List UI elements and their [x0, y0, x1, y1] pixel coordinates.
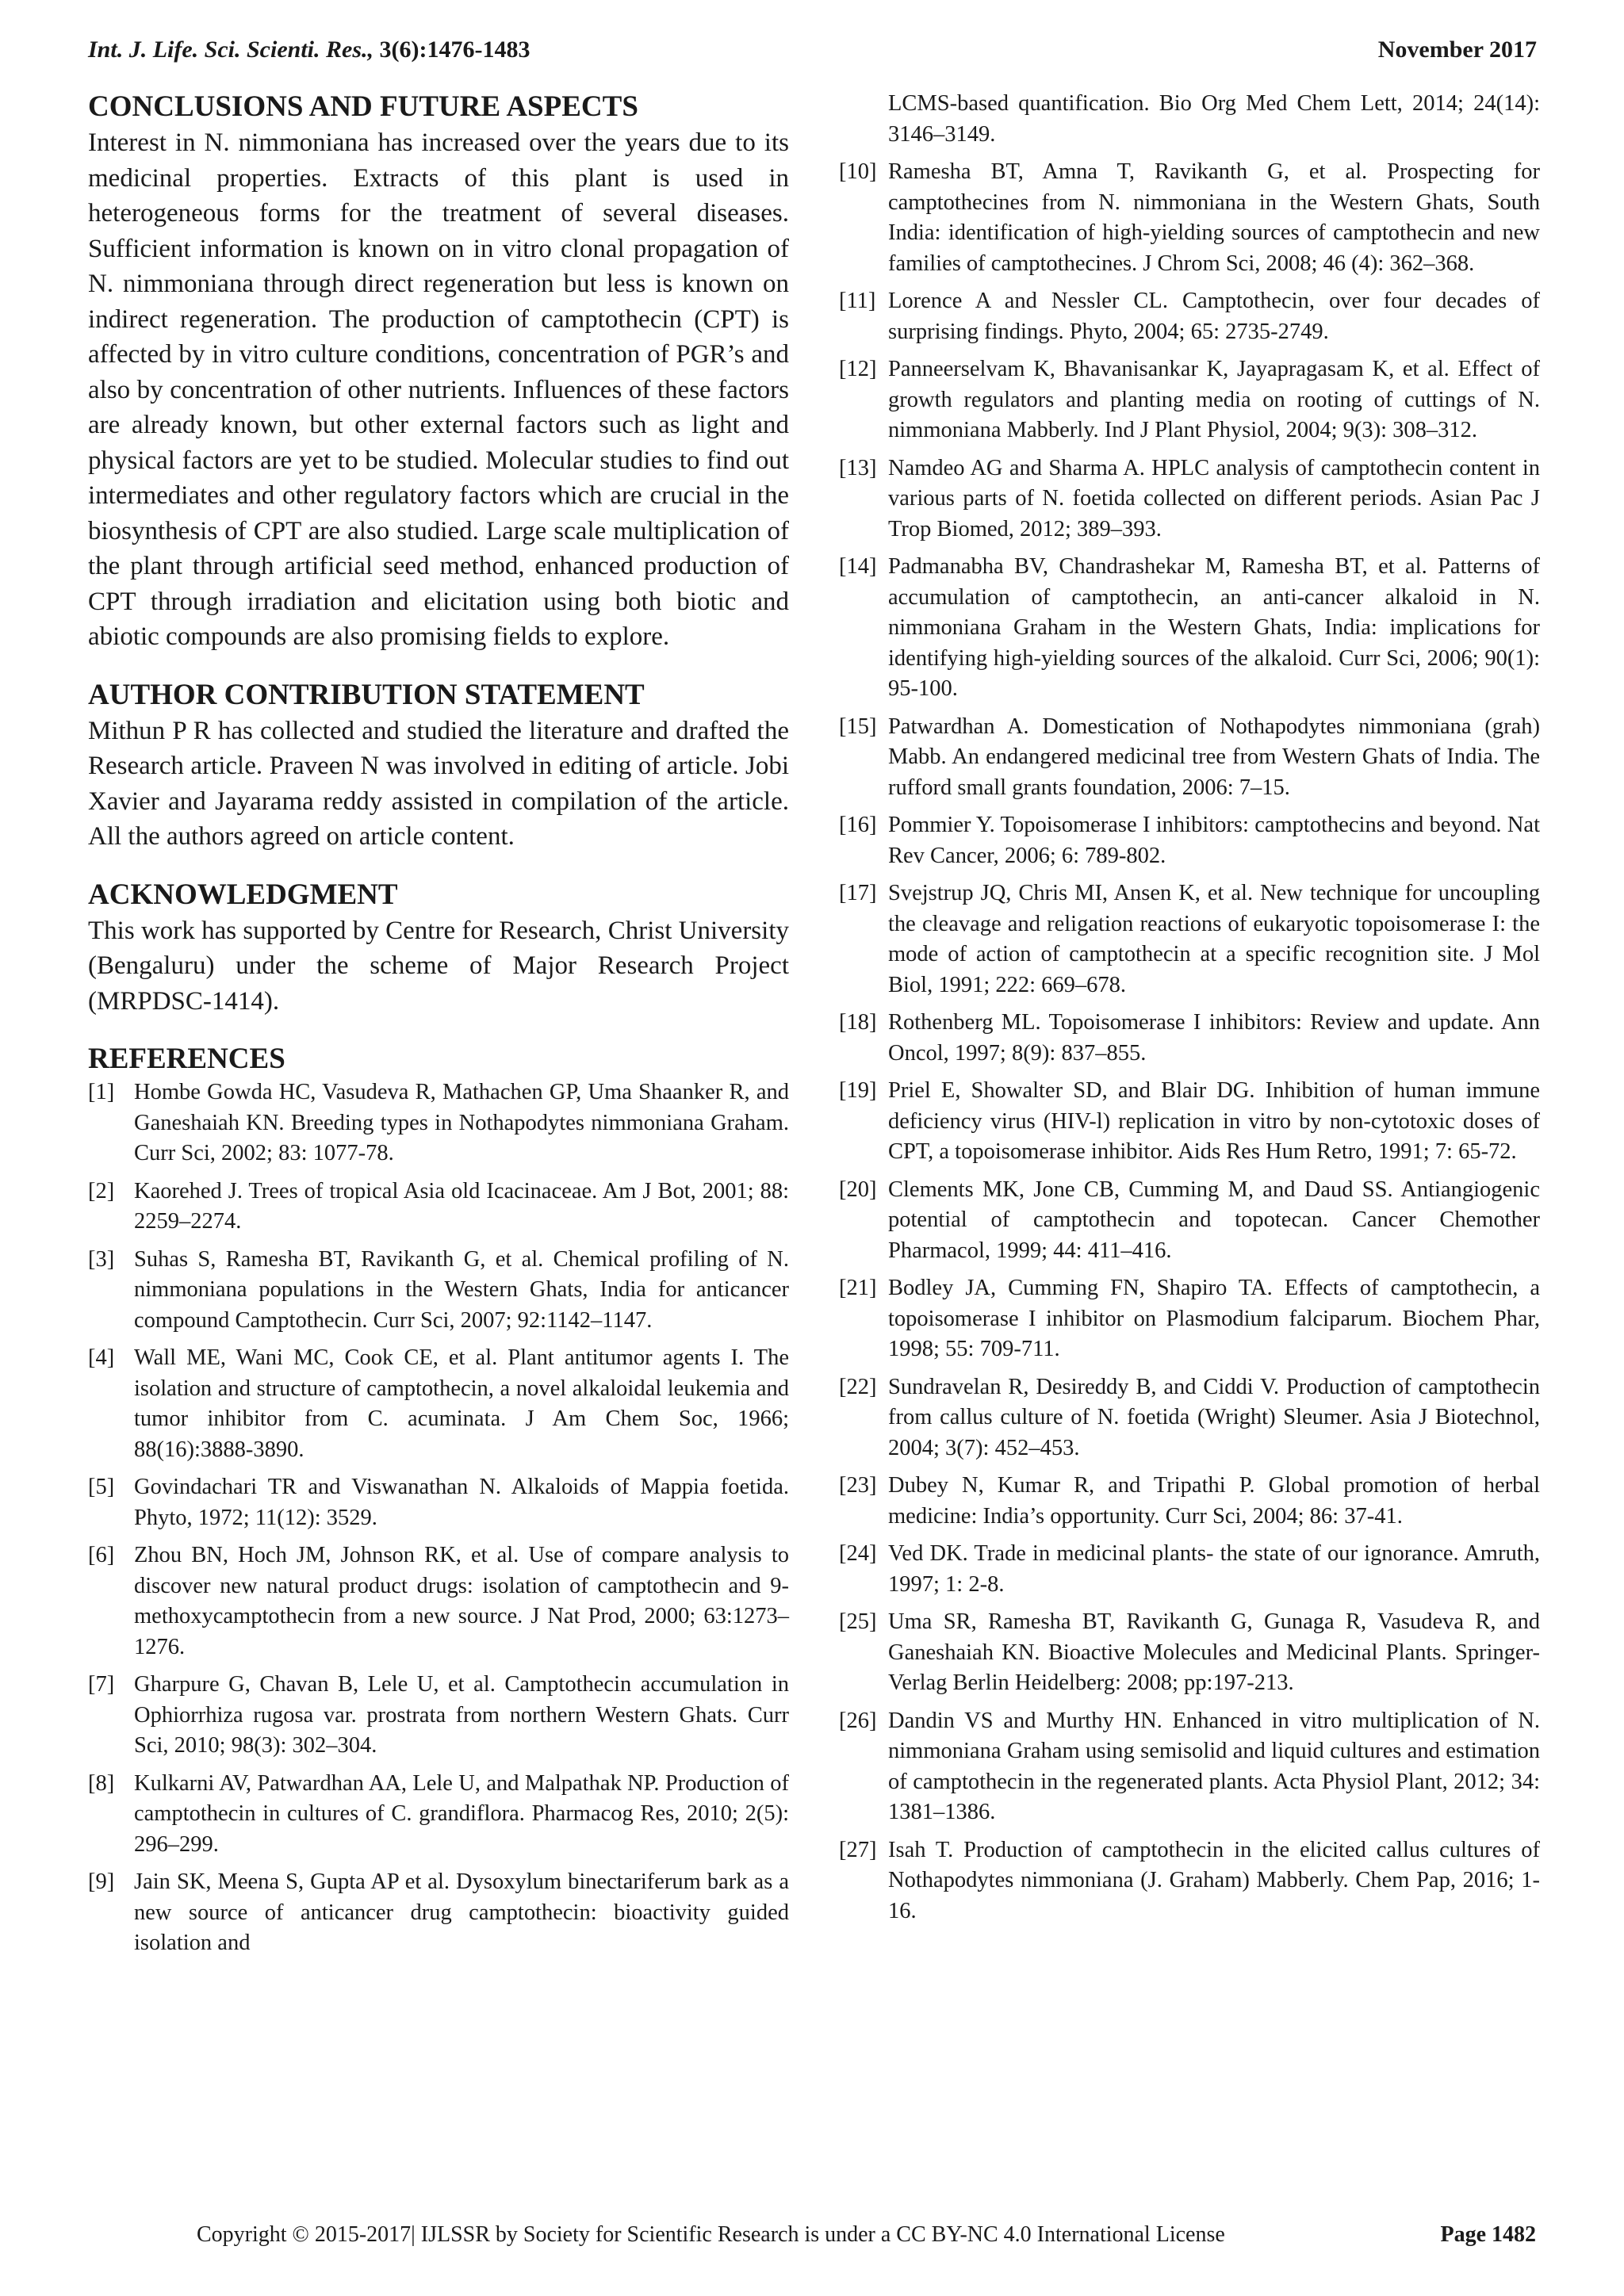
- reference-number: [11]: [839, 289, 876, 313]
- conclusions-heading: CONCLUSIONS AND FUTURE ASPECTS: [88, 90, 638, 123]
- reference-item: [839, 1471, 1540, 1532]
- reference-number: [15]: [839, 714, 877, 739]
- reference-text: Kulkarni AV, Patwardhan AA, Lele U, and Malpathak NP. Production of camptothecin in cultures of C. grandiflora. Pharmacog Res, 2010; 2(5): 296–299.: [134, 1770, 789, 1857]
- reference-text: Ramesha BT, Amna T, Ravikanth G, et al. Prospecting for camptothecines from N. nimmoniana in the Western Ghats, South India: identification of high-yielding sources of camptothecin and new families of camptothecines. J Chrom Sci, 2008; 46 (4): 362–368.: [888, 159, 1540, 276]
- reference-text: Uma SR, Ramesha BT, Ravikanth G, Gunaga R, Vasudeva R, and Ganeshaiah KN. Bioactive Molecules and Medicinal Plants. Springer-Verlag Berlin Heidelberg: 2008; pp:197-213.: [888, 1609, 1540, 1695]
- reference-text: Sundravelan R, Desireddy B, and Ciddi V. Production of camptothecin from callus culture of N. foetida (Wright) Sleumer. Asia J Biotechnol, 2004; 3(7): 452–453.: [888, 1374, 1540, 1460]
- author-contribution-heading: AUTHOR CONTRIBUTION STATEMENT: [88, 678, 645, 711]
- reference-text: Lorence A and Nessler CL. Camptothecin, over four decades of surprising findings. Phyto, 2004; 65: 2735-2749.: [888, 289, 1540, 344]
- journal-citation: [88, 36, 530, 63]
- reference-item: [88, 1769, 789, 1861]
- reference-number: [27]: [839, 1837, 877, 1862]
- reference-item: [839, 878, 1540, 1001]
- reference-text: LCMS-based quantification. Bio Org Med Chem Lett, 2014; 24(14): 3146–3149.: [888, 91, 1540, 147]
- conclusions-text: Interest in N. nimmoniana has increased over the years due to its medicinal properties. Extracts of this plant is used in heterogeneous forms for the treatment of several diseases. Sufficient information is known on in vitro clonal propagation of N. nimmoniana through direct regeneration but less is known on indirect regeneration. The production of camptothecin (CPT) is affected by in vitro culture conditions, concentration of PGR’s and also by concentration of other nutrients. Influences of these factors are already known, but other external factors such as light and physical factors are yet to be studied. Molecular studies to find out intermediates and other regulatory factors which are crucial in the biosynthesis of CPT are also studied. Large scale multiplication of the plant through artificial seed method, enhanced production of CPT through irradiation and elicitation using both biotic and abiotic compounds are also promising fields to explore.: [88, 128, 789, 651]
- reference-item: [839, 810, 1540, 871]
- reference-item: [839, 453, 1540, 545]
- reference-text: Govindachari TR and Viswanathan N. Alkaloids of Mappia foetida. Phyto, 1972; 11(12): 3529.: [134, 1475, 789, 1530]
- reference-number: [1]: [88, 1080, 115, 1104]
- reference-number: [4]: [88, 1345, 115, 1370]
- reference-number: [10]: [839, 159, 877, 184]
- reference-item: [839, 1539, 1540, 1600]
- reference-item: [88, 1670, 789, 1762]
- reference-number: [14]: [839, 554, 877, 579]
- reference-number: [21]: [839, 1276, 877, 1300]
- reference-text: Panneerselvam K, Bhavanisankar K, Jayapragasam K, et al. Effect of growth regulators and planting media on rooting of cuttings of N. nimmoniana Mabberly. Ind J Plant Physiol, 2004; 9(3): 308–312.: [888, 357, 1540, 442]
- reference-text: Gharpure G, Chavan B, Lele U, et al. Camptothecin accumulation in Ophiorrhiza rugosa var. prostrata from northern Western Ghats. Curr Sci, 2010; 98(3): 302–304.: [134, 1672, 789, 1758]
- reference-text: Isah T. Production of camptothecin in the elicited callus cultures of Nothapodytes nimmoniana (J. Graham) Mabberly. Chem Pap, 2016; 1-16.: [888, 1837, 1540, 1923]
- reference-continuation: [839, 89, 1540, 150]
- reference-number: [22]: [839, 1374, 877, 1399]
- reference-item: [839, 286, 1540, 347]
- reference-number: [2]: [88, 1178, 115, 1203]
- reference-text: Ved DK. Trade in medicinal plants- the state of our ignorance. Amruth, 1997; 1: 2-8.: [888, 1541, 1540, 1597]
- reference-number: [18]: [839, 1010, 877, 1035]
- acknowledgment-heading: ACKNOWLEDGMENT: [88, 878, 398, 911]
- reference-number: [19]: [839, 1078, 877, 1103]
- reference-item: [839, 552, 1540, 705]
- acknowledgment-text: This work has supported by Centre for Research, Christ University (Bengaluru) under the scheme of Major Research Project (MRPDSC-1414).: [88, 916, 789, 1016]
- reference-text: Padmanabha BV, Chandrashekar M, Ramesha BT, et al. Patterns of accumulation of camptothecin, an anti-cancer alkaloid in N. nimmoniana Graham in the Western Ghats, India: implications for identifying high-yielding sources of the alkaloid. Curr Sci, 2006; 90(1): 95-100.: [888, 554, 1540, 701]
- issue-date: November 2017: [1377, 36, 1537, 63]
- reference-number: [7]: [88, 1672, 115, 1697]
- reference-text: Priel E, Showalter SD, and Blair DG. Inhibition of human immune deficiency virus (HIV-l) replication in vitro by non-cytotoxic doses of CPT, a topoisomerase inhibitor. Aids Res Hum Retro, 1991; 7: 65-72.: [888, 1078, 1540, 1164]
- reference-number: [16]: [839, 813, 877, 837]
- reference-text: Dandin VS and Murthy HN. Enhanced in vitro multiplication of N. nimmoniana Graham using semisolid and liquid cultures and estimation of camptothecin in the regenerated plants. Acta Physiol Plant, 2012; 34: 1381–1386.: [888, 1708, 1540, 1824]
- reference-text: Pommier Y. Topoisomerase I inhibitors: camptothecins and beyond. Nat Rev Cancer, 2006; 6: 789-802.: [888, 813, 1540, 868]
- reference-number: [23]: [839, 1473, 877, 1498]
- reference-item: [839, 1076, 1540, 1168]
- reference-number: [20]: [839, 1177, 877, 1202]
- reference-number: [17]: [839, 881, 877, 905]
- reference-number: [13]: [839, 455, 877, 480]
- reference-text: Dubey N, Kumar R, and Tripathi P. Global promotion of herbal medicine: India’s opportunity. Curr Sci, 2004; 86: 37-41.: [888, 1473, 1540, 1529]
- left-column: [88, 89, 789, 1966]
- reference-item: [839, 354, 1540, 446]
- reference-item: [88, 1867, 789, 1959]
- reference-text: Namdeo AG and Sharma A. HPLC analysis of camptothecin content in various parts of N. foetida collected on different periods. Asian Pac J Trop Biomed, 2012; 389–393.: [888, 455, 1540, 541]
- copyright-notice: Copyright © 2015-2017| IJLSSR by Society for Scientific Research is under a CC BY-NC 4.0 International License: [197, 2222, 1225, 2247]
- right-column: [839, 89, 1540, 1934]
- page-header: [88, 36, 1537, 71]
- reference-item: [839, 1835, 1540, 1927]
- reference-text: Zhou BN, Hoch JM, Johnson RK, et al. Use of compare analysis to discover new natural product drugs: isolation of camptothecin and 9-methoxycamptothecin from a new source. J Nat Prod, 2000; 63:1273–1276.: [134, 1543, 789, 1659]
- reference-item: [839, 1372, 1540, 1464]
- reference-item: [88, 1343, 789, 1465]
- page-number: Page 1482: [1440, 2222, 1536, 2247]
- reference-item: [88, 1472, 789, 1533]
- reference-item: [839, 1008, 1540, 1069]
- journal-volume: 3(6):1476-1483: [373, 36, 530, 63]
- reference-item: [88, 1077, 789, 1169]
- reference-item: [88, 1177, 789, 1238]
- reference-text: Wall ME, Wani MC, Cook CE, et al. Plant antitumor agents I. The isolation and structure of camptothecin, a novel alkaloidal leukemia and tumor inhibitor from C. acuminata. J Am Chem Soc, 1966; 88(16):3888-3890.: [134, 1345, 789, 1462]
- reference-item: [839, 1607, 1540, 1699]
- reference-number: [25]: [839, 1609, 877, 1634]
- reference-text: Jain SK, Meena S, Gupta AP et al. Dysoxylum binectariferum bark as a new source of anticancer drug camptothecin: bioactivity guided isolation and: [134, 1869, 789, 1955]
- reference-number: [6]: [88, 1543, 115, 1567]
- reference-item: [839, 712, 1540, 804]
- reference-number: [8]: [88, 1770, 115, 1796]
- author-contribution-text: Mithun P R has collected and studied the literature and drafted the Research article. Praveen N was involved in editing of article. Jobi Xavier and Jayarama reddy assisted in compilation of the article. All the authors agreed on article content.: [88, 716, 789, 851]
- reference-number: [3]: [88, 1246, 115, 1272]
- reference-number: [9]: [88, 1869, 115, 1894]
- reference-number: [5]: [88, 1475, 115, 1499]
- reference-item: [88, 1245, 789, 1337]
- reference-item: [839, 1175, 1540, 1267]
- reference-text: Hombe Gowda HC, Vasudeva R, Mathachen GP, Uma Shaanker R, and Ganeshaiah KN. Breeding types in Nothapodytes nimmoniana Graham. Curr Sci, 2002; 83: 1077-78.: [134, 1080, 789, 1165]
- references-heading: REFERENCES: [88, 1043, 285, 1075]
- reference-item: [839, 157, 1540, 279]
- page-footer: [0, 2222, 1624, 2254]
- reference-item: [839, 1273, 1540, 1365]
- reference-text: Svejstrup JQ, Chris MI, Ansen K, et al. New technique for uncoupling the cleavage and religation reactions of eukaryotic topoisomerase I: the mode of action of camptothecin at a specific recognition site. J Mol Biol, 1991; 222: 669–678.: [888, 881, 1540, 997]
- reference-number: [24]: [839, 1541, 877, 1566]
- reference-text: Rothenberg ML. Topoisomerase I inhibitors: Review and update. Ann Oncol, 1997; 8(9): 837–855.: [888, 1010, 1540, 1066]
- reference-number: [26]: [839, 1708, 877, 1733]
- reference-text: Kaorehed J. Trees of tropical Asia old Icacinaceae. Am J Bot, 2001; 88: 2259–2274.: [134, 1178, 789, 1234]
- reference-item: [88, 1540, 789, 1663]
- reference-text: Bodley JA, Cumming FN, Shapiro TA. Effects of camptothecin, a topoisomerase I inhibitor on Plasmodium falciparum. Biochem Phar, 1998; 55: 709-711.: [888, 1276, 1540, 1361]
- journal-name: Int. J. Life. Sci. Scienti. Res.,: [88, 36, 373, 63]
- reference-item: [839, 1706, 1540, 1828]
- reference-list-left: [88, 1077, 789, 1959]
- reference-text: Suhas S, Ramesha BT, Ravikanth G, et al. Chemical profiling of N. nimmoniana populations in the Western Ghats, India for anticancer compound Camptothecin. Curr Sci, 2007; 92:1142–1147.: [134, 1246, 789, 1333]
- reference-number: [12]: [839, 357, 877, 381]
- reference-text: Clements MK, Jone CB, Cumming M, and Daud SS. Antiangiogenic potential of camptothecin and topotecan. Cancer Chemother Pharmacol, 1999; 44: 411–416.: [888, 1177, 1540, 1263]
- reference-text: Patwardhan A. Domestication of Nothapodytes nimmoniana (grah) Mabb. An endangered medicinal tree from Western Ghats of India. The rufford small grants foundation, 2006: 7–15.: [888, 714, 1540, 800]
